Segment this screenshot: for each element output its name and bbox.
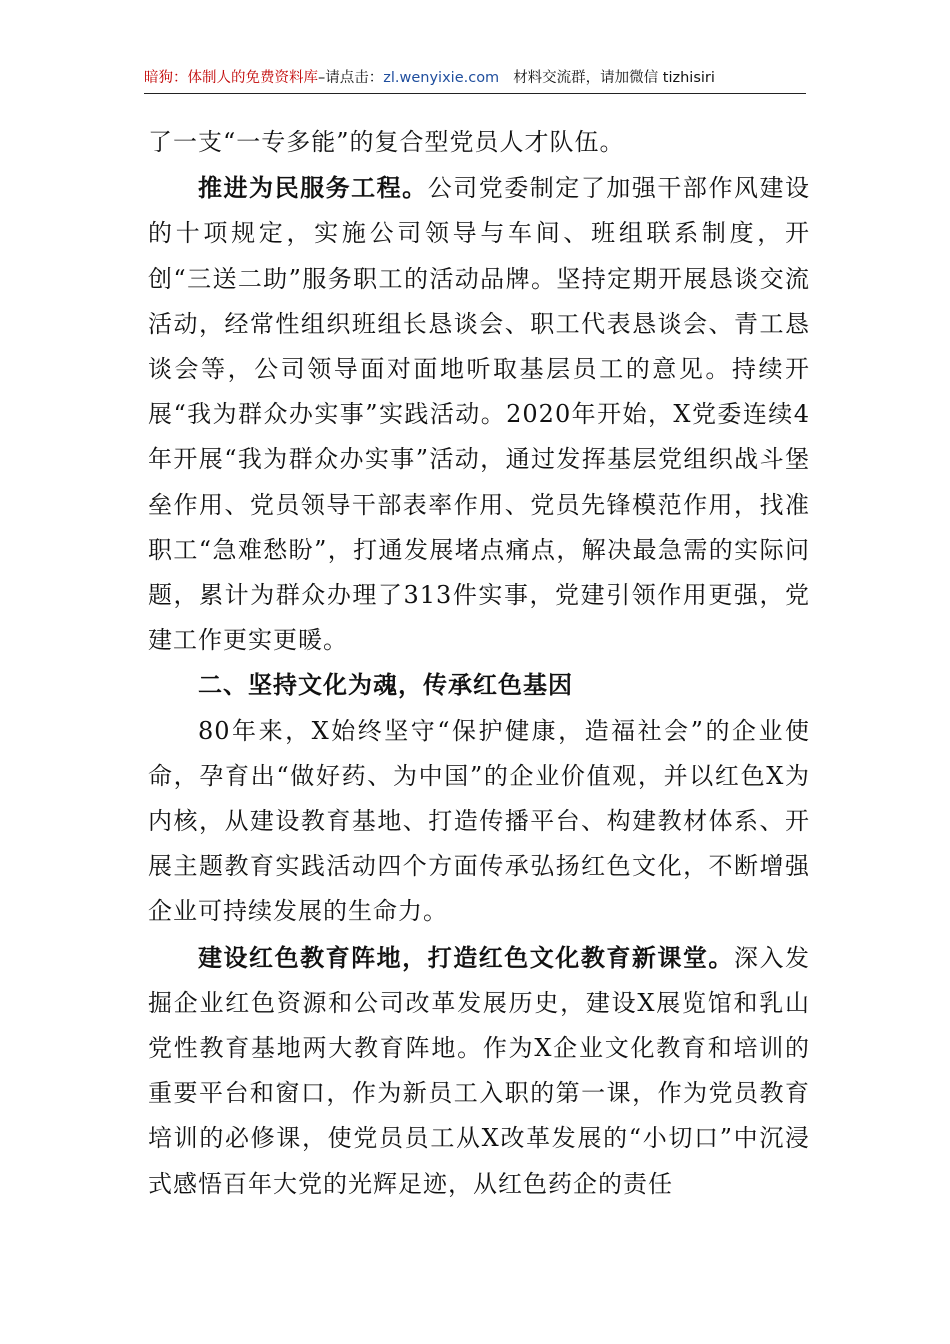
paragraph-4-body: 深入发掘企业红色资源和公司改革发展历史，建设X展览馆和乳山党性教育基地两大教育阵地。作为X企业文化教育和培训的重要平台和窗口，作为新员工入职的第一课，作为党员教育培训的必修课，使党员员工从X改革发展的“小切口”中沉浸式感悟百年大党的光辉足迹，从红色药企的责任 xyxy=(148,943,811,1198)
paragraph-1: 了一支“一专多能”的复合型党员人才队伍。 xyxy=(148,128,625,156)
paragraph-2-lead: 推进为民服务工程。 xyxy=(198,173,428,203)
paragraph-3: 80年来，X始终坚守“保护健康，造福社会”的企业使命，孕育出“做好药、为中国”的企业价值观，并以红色X为内核，从建设教育基地、打造传播平台、构建教材体系、开展主题教育实践活动四个方面传承弘扬红色文化，不断增强企业可持续发展的生命力。 xyxy=(148,716,810,926)
paragraph-2-body: 公司党委制定了加强干部作风建设的十项规定，实施公司领导与车间、班组联系制度，开创“三送二助”服务职工的活动品牌。坚持定期开展恳谈交流活动，经常性组织班组长恳谈会、职工代表恳谈会、青工恳谈会等，公司领导面对面地听取基层员工的意见。持续开展“我为群众办实事”实践活动。2020年开始，X党委连续4年开展“我为群众办实事”活动，通过发挥基层党组织战斗堡垒作用、党员领导干部表率作用、党员先锋模范作用，找准职工“急难愁盼”，打通发展堵点痛点，解决最急需的实际问题，累计为群众办理了313件实事，党建引领作用更强，党建工作更实更暖。 xyxy=(148,174,811,655)
header-contact: 材料交流群，请加微信 tizhisiri xyxy=(513,70,715,86)
header-brand: 暗狗：体制人的免费资料库 xyxy=(144,70,318,86)
paragraph-4-lead: 建设红色教育阵地，打造红色文化教育新课堂。 xyxy=(198,942,734,972)
section-heading-2: 二、坚持文化为魂，传承红色基因 xyxy=(198,671,573,700)
header-link[interactable]: zl.wenyixie.com xyxy=(383,70,500,86)
paragraph-4 xyxy=(148,935,810,1207)
header-prompt: –请点击： xyxy=(318,70,384,86)
document-body xyxy=(148,120,810,1207)
page-header xyxy=(144,66,806,90)
paragraph-2 xyxy=(148,165,810,663)
header-divider xyxy=(144,93,806,94)
